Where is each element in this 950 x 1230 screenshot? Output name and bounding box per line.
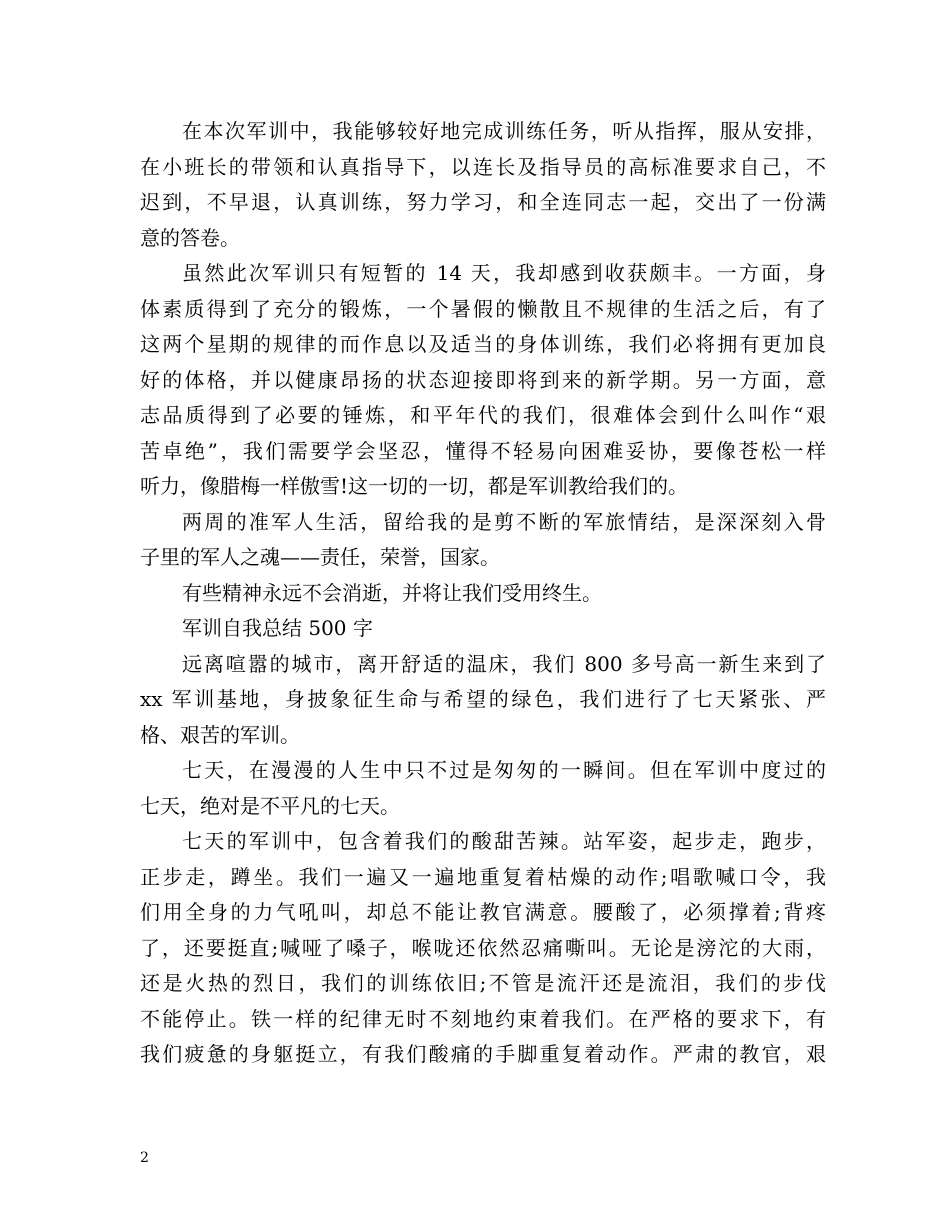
paragraph-line: 七天，在漫漫的人生中只不过是匆匆的一瞬间。但在军训中度过的 xyxy=(182,758,826,782)
paragraph-line: 正步走，蹲坐。我们一遍又一遍地重复着枯燥的动作;唱歌喊口令，我 xyxy=(140,864,826,889)
paragraph-line: 格、艰苦的军训。 xyxy=(140,722,300,747)
paragraph-line: 两周的准军人生活，留给我的是剪不断的军旅情结，是深深刻入骨 xyxy=(182,509,826,534)
paragraph-line: 迟到，不早退，认真训练，努力学习，和全连同志一起，交出了一份满 xyxy=(140,190,826,214)
page-number: 2 xyxy=(140,1150,149,1166)
paragraph-line: 虽然此次军训只有短暂的 14 天，我却感到收获颇丰。一方面，身 xyxy=(182,261,826,285)
paragraph-line: 了，还要挺直;喊哑了嗓子，喉咙还依然忍痛嘶叫。无论是滂沱的大雨， xyxy=(140,935,826,960)
section-heading: 军训自我总结 500 字 xyxy=(182,616,373,640)
paragraph-line: 好的体格，并以健康昂扬的状态迎接即将到来的新学期。另一方面，意 xyxy=(140,367,826,392)
paragraph-line: 不能停止。铁一样的纪律无时不刻地约束着我们。在严格的要求下，有 xyxy=(140,1006,826,1031)
paragraph-line: 志品质得到了必要的锤炼，和平年代的我们，很难体会到什么叫作“艰 xyxy=(140,403,826,427)
paragraph-line: 子里的军人之魂——责任，荣誉，国家。 xyxy=(140,545,500,569)
paragraph-line: 们用全身的力气吼叫，却总不能让教官满意。腰酸了，必须撑着;背疼 xyxy=(140,900,826,924)
document-body xyxy=(140,114,826,1073)
paragraph-line: xx 军训基地，身披象征生命与希望的绿色，我们进行了七天紧张、严 xyxy=(140,687,826,711)
paragraph-line: 我们疲惫的身躯挺立，有我们酸痛的手脚重复着动作。严肃的教官，艰 xyxy=(140,1042,826,1066)
paragraph-line: 体素质得到了充分的锻炼，一个暑假的懒散且不规律的生活之后，有了 xyxy=(140,296,826,321)
paragraph-line: 七天，绝对是不平凡的七天。 xyxy=(140,793,400,818)
paragraph-line: 有些精神永远不会消逝，并将让我们受用终生。 xyxy=(182,580,602,605)
paragraph-line: 听力，像腊梅一样傲雪!这一切的一切，都是军训教给我们的。 xyxy=(140,474,689,498)
paragraph-line: 苦卓绝”，我们需要学会坚忍，懂得不轻易向困难妥协，要像苍松一样 xyxy=(140,438,826,463)
paragraph-line: 在小班长的带领和认真指导下，以连长及指导员的高标准要求自己，不 xyxy=(140,154,826,179)
paragraph-line: 这两个星期的规律的而作息以及适当的身体训练，我们必将拥有更加良 xyxy=(140,332,826,356)
paragraph-line: 七天的军训中，包含着我们的酸甜苦辣。站军姿，起步走，跑步， xyxy=(182,829,826,853)
paragraph-line: 远离喧嚣的城市，离开舒适的温床，我们 800 多号高一新生来到了 xyxy=(182,651,826,676)
paragraph-line: 还是火热的烈日，我们的训练依旧;不管是流汗还是流泪，我们的步伐 xyxy=(140,971,826,995)
paragraph-line: 在本次军训中，我能够较好地完成训练任务，听从指挥，服从安排， xyxy=(182,119,826,143)
paragraph-line: 意的答卷。 xyxy=(140,225,240,250)
